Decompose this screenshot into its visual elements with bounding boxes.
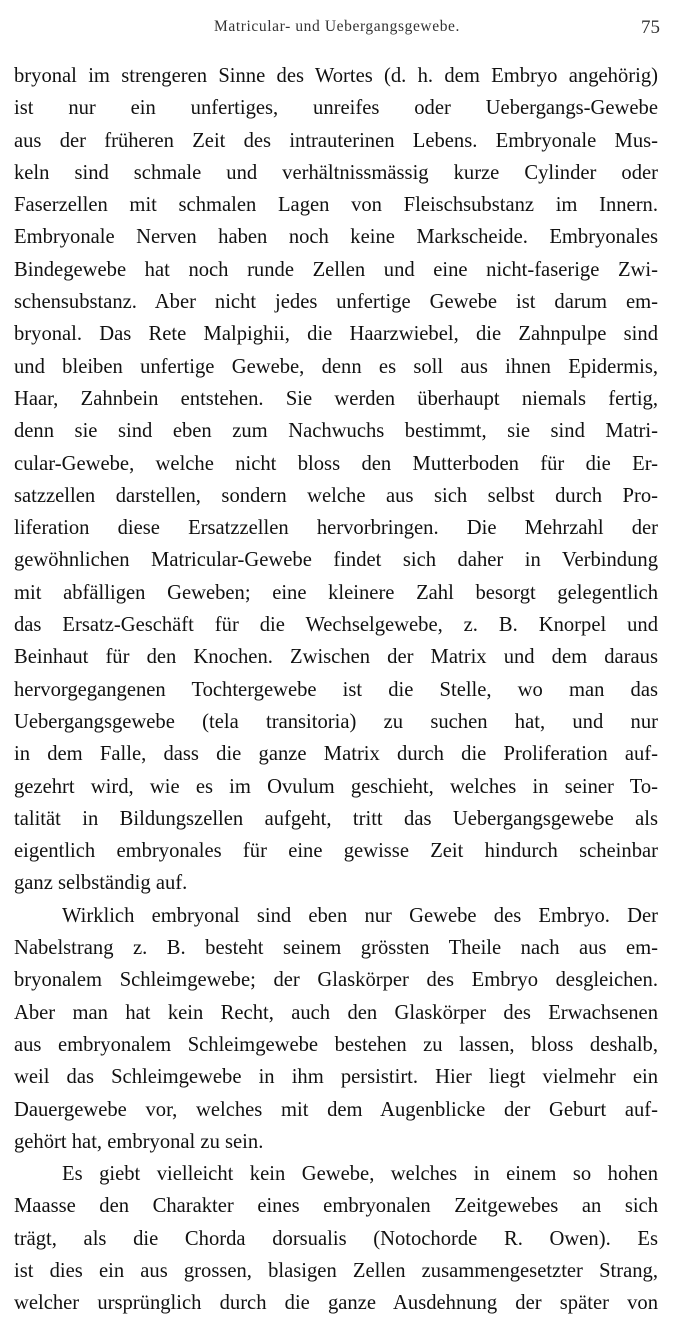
text-line: welcher ursprünglich durch die ganze Ausdehnung der später von [14, 1292, 658, 1315]
page-number: 75 [641, 17, 660, 38]
text-line: satzzellen darstellen, sondern welche aus sich selbst durch Pro- [14, 484, 658, 507]
text-line: aus embryonalem Schleimgewebe bestehen zu lassen, bloss deshalb, [14, 1033, 658, 1056]
text-line: cular-Gewebe, welche nicht bloss den Mutterboden für die Er- [14, 452, 658, 475]
text-line: gezehrt wird, wie es im Ovulum geschieht, welches in seiner To- [14, 775, 658, 798]
text-line: Maasse den Charakter eines embryonalen Zeitgewebes an sich [14, 1195, 658, 1218]
text-line: in dem Falle, dass die ganze Matrix durch die Proliferation auf- [14, 743, 658, 766]
text-line: liferation diese Ersatzzellen hervorbringen. Die Mehrzahl der [14, 517, 658, 540]
text-line: das Ersatz-Geschäft für die Wechselgewebe, z. B. Knorpel und [14, 614, 658, 637]
text-line: bryonal im strengeren Sinne des Wortes (d. h. dem Embryo angehörig) [14, 65, 658, 87]
text-line: bryonal. Das Rete Malpighii, die Haarzwiebel, die Zahnpulpe sind [14, 323, 658, 346]
text-line: gewöhnlichen Matricular-Gewebe findet sich daher in Verbindung [14, 549, 658, 572]
text-line: Embryonale Nerven haben noch keine Markscheide. Embryonales [14, 226, 658, 249]
text-line: Dauergewebe vor, welches mit dem Augenblicke der Geburt auf- [14, 1098, 658, 1121]
text-line: Bindegewebe hat noch runde Zellen und eine nicht-faserige Zwi- [14, 258, 658, 281]
text-line: Haar, Zahnbein entstehen. Sie werden überhaupt niemals fertig, [14, 387, 658, 410]
text-line: weil das Schleimgewebe in ihm persistirt. Hier liegt vielmehr ein [14, 1066, 658, 1089]
body-text [14, 60, 658, 1320]
text-line: talität in Bildungszellen aufgeht, tritt das Uebergangsgewebe als [14, 807, 658, 830]
text-line: keln sind schmale und verhältnissmässig kurze Cylinder oder [14, 161, 658, 184]
text-line: Aber man hat kein Recht, auch den Glaskörper des Erwachsenen [14, 1001, 658, 1024]
text-line: ist nur ein unfertiges, unreifes oder Uebergangs-Gewebe [14, 97, 658, 120]
text-line: schensubstanz. Aber nicht jedes unfertige Gewebe ist darum em- [14, 291, 658, 314]
text-line: Es giebt vielleicht kein Gewebe, welches in einem so hohen [62, 1163, 658, 1186]
text-line: eigentlich embryonales für eine gewisse Zeit hindurch scheinbar [14, 840, 658, 863]
text-line: ist dies ein aus grossen, blasigen Zellen zusammengesetzter Strang, [14, 1259, 658, 1282]
text-line: Uebergangsgewebe (tela transitoria) zu suchen hat, und nur [14, 710, 658, 733]
text-line: aus der früheren Zeit des intrauterinen Lebens. Embryonale Mus- [14, 129, 658, 152]
text-line: bryonalem Schleimgewebe; der Glaskörper des Embryo desgleichen. [14, 969, 658, 992]
text-line: und bleiben unfertige Gewebe, denn es soll aus ihnen Epidermis, [14, 355, 658, 378]
text-line: Faserzellen mit schmalen Lagen von Fleischsubstanz im Innern. [14, 194, 658, 217]
page-header [14, 18, 660, 42]
text-line: Nabelstrang z. B. besteht seinem grössten Theile nach aus em- [14, 937, 658, 960]
text-line: ganz selbständig auf. [14, 872, 188, 895]
text-line: Beinhaut für den Knochen. Zwischen der Matrix und dem daraus [14, 646, 658, 669]
text-line: gehört hat, embryonal zu sein. [14, 1130, 264, 1153]
text-line: denn sie sind eben zum Nachwuchs bestimmt, sie sind Matri- [14, 420, 658, 443]
text-line: hervorgegangenen Tochtergewebe ist die Stelle, wo man das [14, 678, 658, 701]
running-head: Matricular- und Uebergangsgewebe. [213, 18, 461, 35]
text-line: trägt, als die Chorda dorsualis (Notochorde R. Owen). Es [14, 1227, 658, 1250]
text-line: mit abfälligen Geweben; eine kleinere Zahl besorgt gelegentlich [14, 581, 658, 604]
text-line: Wirklich embryonal sind eben nur Gewebe des Embryo. Der [62, 904, 658, 927]
